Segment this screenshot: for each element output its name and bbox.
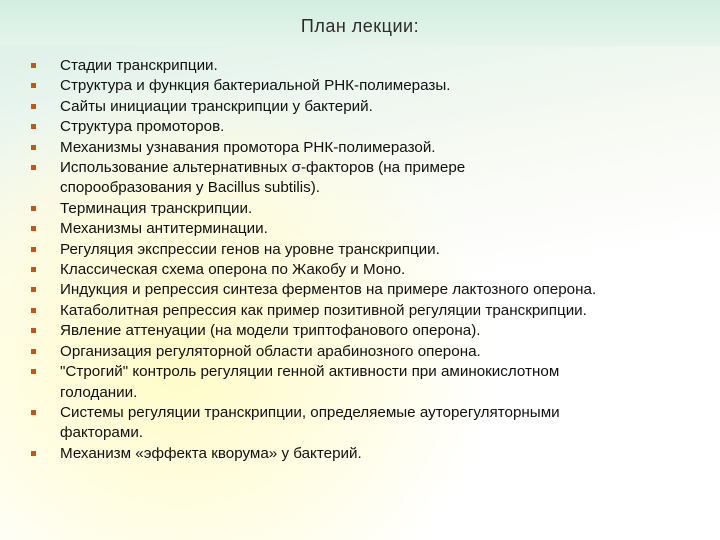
square-bullet-icon (31, 308, 36, 313)
list-item-text: Механизмы антитерминации. (60, 220, 268, 238)
square-bullet-icon (31, 287, 36, 292)
list-item-text: Явление аттенуации (на модели триптофанового оперона). (60, 322, 481, 340)
list-item (30, 97, 710, 117)
list-item (30, 117, 710, 137)
list-item-text: "Строгий" контроль регуляции генной активности при аминокислотном голодании. (60, 363, 560, 401)
list-item (30, 260, 710, 280)
square-bullet-icon (31, 165, 36, 170)
list-item-text: Механизмы узнавания промотора РНК-полимеразой. (60, 138, 436, 156)
square-bullet-icon (31, 145, 36, 150)
list-item (30, 76, 710, 96)
square-bullet-icon (31, 451, 36, 456)
square-bullet-icon (31, 83, 36, 88)
square-bullet-icon (31, 369, 36, 374)
list-item (30, 362, 710, 403)
list-item-text: Регуляция экспрессии генов на уровне транскрипции. (60, 240, 440, 258)
list-item (30, 444, 710, 464)
list-item-text: Механизм «эффекта кворума» у бактерий. (60, 444, 362, 462)
square-bullet-icon (31, 328, 36, 333)
list-item-text: Стадии транскрипции. (60, 57, 218, 74)
lecture-plan-list (30, 56, 710, 464)
list-item (30, 403, 710, 444)
list-item-text: Структура и функция бактериальной РНК-полимеразы. (60, 77, 451, 95)
list-item-text: Катаболитная репрессия как пример позитивной регуляции транскрипции. (60, 301, 587, 319)
square-bullet-icon (31, 124, 36, 129)
list-item-text: Сайты инициации транскрипции у бактерий. (60, 97, 373, 115)
list-item (30, 240, 710, 260)
list-item-text: Индукция и репрессия синтеза ферментов на примере лактозного оперона. (60, 281, 597, 299)
list-item (30, 219, 710, 239)
list-item (30, 138, 710, 158)
list-item (30, 301, 710, 321)
square-bullet-icon (31, 267, 36, 272)
list-item-text: Структура промоторов. (60, 118, 225, 136)
list-item (30, 56, 710, 76)
square-bullet-icon (31, 226, 36, 231)
square-bullet-icon (31, 349, 36, 354)
square-bullet-icon (31, 104, 36, 109)
list-item (30, 199, 710, 219)
slide-title: План лекции: (300, 16, 420, 36)
square-bullet-icon (31, 247, 36, 252)
square-bullet-icon (31, 206, 36, 211)
list-item (30, 158, 710, 199)
list-item-text: Организация регуляторной области арабинозного оперона. (60, 342, 481, 360)
list-item-text: Использование альтернативных σ-факторов (на примере спорообразования у Bacillus subtilis). (60, 159, 466, 197)
square-bullet-icon (31, 410, 36, 415)
list-item-text: Системы регуляции транскрипции, определяемые ауторегуляторными факторами. (60, 403, 560, 442)
list-item-text: Классическая схема оперона по Жакобу и Моно. (60, 261, 406, 279)
list-item (30, 342, 710, 362)
square-bullet-icon (31, 63, 36, 68)
list-item-text: Терминация транскрипции. (60, 199, 253, 217)
list-item (30, 280, 710, 300)
list-item (30, 321, 710, 341)
